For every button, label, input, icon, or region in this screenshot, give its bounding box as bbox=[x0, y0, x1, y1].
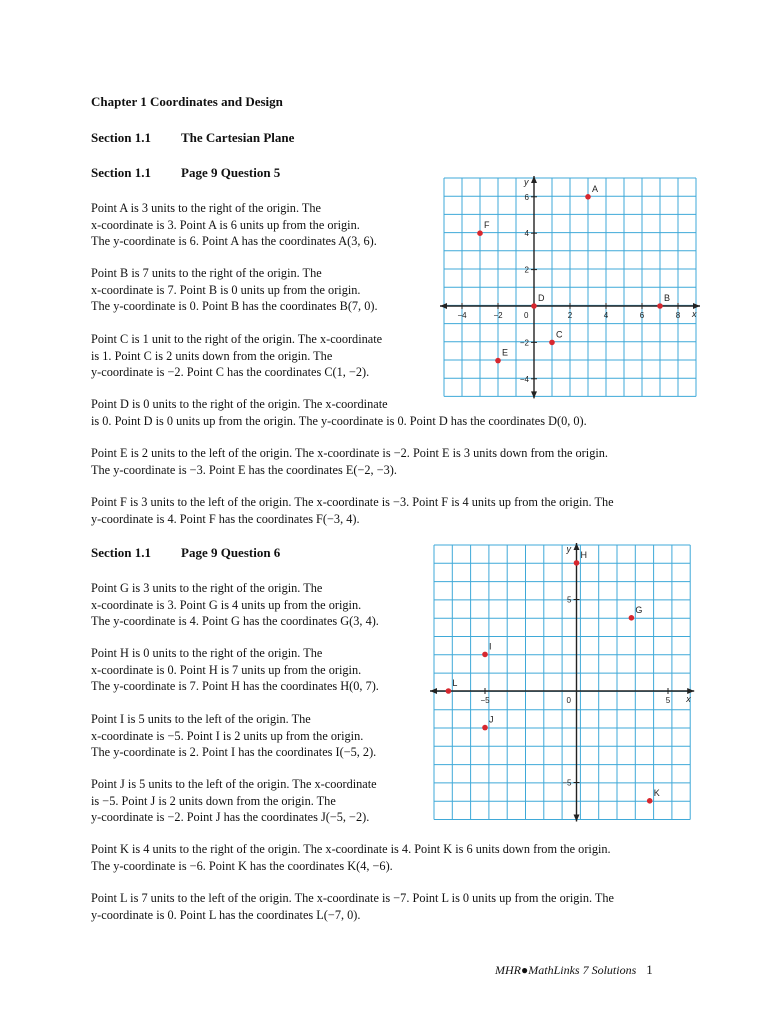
y-axis-arrow-down bbox=[531, 391, 537, 398]
text-line: Point D is 0 units to the right of the origin. The x-coordinate bbox=[91, 397, 388, 411]
point-label-g: G bbox=[635, 604, 643, 615]
point-label-k: K bbox=[653, 787, 660, 798]
text-line: Point I is 5 units to the left of the origin. The bbox=[91, 712, 311, 726]
text-line: Point C is 1 unit to the right of the origin. The x-coordinate bbox=[91, 332, 383, 346]
q5-section-number: Section 1.1 bbox=[91, 165, 151, 180]
text-line: Point L is 7 units to the left of the origin. The x-coordinate is −7. Point L is 0 units up from the origin. The bbox=[91, 891, 615, 905]
text-line: y-coordinate is 0. Point L has the coordinates L(−7, 0). bbox=[91, 907, 361, 922]
text-line: The y-coordinate is 0. Point B has the coordinates B(7, 0). bbox=[91, 299, 378, 313]
q6-paragraph-l bbox=[91, 890, 691, 923]
q6-paragraph-g bbox=[91, 580, 431, 630]
x-tick-label: −5 bbox=[480, 696, 490, 705]
text-line: x-coordinate is 3. Point A is 6 units up from the origin. bbox=[91, 217, 360, 232]
text-line: is 0. Point D is 0 units up from the origin. The y-coordinate is 0. Point D has the coordinates D(0, 0). bbox=[91, 413, 587, 428]
x-tick-label: 8 bbox=[675, 311, 681, 320]
section-number: Section 1.1 bbox=[91, 130, 151, 145]
q5-paragraph-b bbox=[91, 265, 431, 315]
graph-question-5 bbox=[440, 176, 700, 402]
point-i bbox=[482, 652, 488, 658]
y-axis-label: y bbox=[566, 544, 571, 554]
footer-text: MHR●MathLinks 7 Solutions bbox=[495, 963, 637, 977]
text-line: x-coordinate is −5. Point I is 2 units up from the origin. bbox=[91, 728, 364, 743]
point-f bbox=[477, 230, 483, 236]
point-h bbox=[574, 560, 580, 566]
q6-paragraph-i bbox=[91, 711, 431, 761]
q5-paragraph-e bbox=[91, 445, 691, 478]
point-label-b: B bbox=[664, 293, 671, 303]
point-a bbox=[585, 194, 591, 200]
text-line: x-coordinate is 0. Point H is 7 units up from the origin. bbox=[91, 662, 362, 677]
text-line: Point K is 4 units to the right of the origin. The x-coordinate is 4. Point K is 6 units down from the origin. bbox=[91, 842, 611, 856]
x-tick-label: −4 bbox=[457, 311, 467, 320]
y-tick-label: −4 bbox=[519, 374, 529, 384]
q6-paragraph-j bbox=[91, 776, 431, 826]
point-b bbox=[657, 303, 663, 309]
y-tick-label: 5 bbox=[567, 595, 572, 605]
text-line: The y-coordinate is 2. Point I has the coordinates I(−5, 2). bbox=[91, 745, 377, 759]
point-label-f: F bbox=[484, 220, 490, 231]
footer bbox=[495, 962, 653, 979]
point-d bbox=[531, 303, 537, 309]
q5-title: Page 9 Question 5 bbox=[181, 165, 281, 180]
q5-heading bbox=[91, 165, 280, 182]
text-line: is 1. Point C is 2 units down from the origin. The bbox=[91, 348, 333, 363]
y-tick-label: 4 bbox=[524, 229, 529, 239]
y-axis-arrow-up bbox=[531, 176, 537, 183]
x-tick-label: 6 bbox=[639, 311, 645, 320]
text-line: Point F is 3 units to the left of the origin. The x-coordinate is −3. Point F is 4 units up from the origin. The bbox=[91, 495, 614, 509]
q5-paragraph-f bbox=[91, 494, 691, 527]
q6-paragraph-h bbox=[91, 645, 431, 695]
text-line: Point E is 2 units to the left of the origin. The x-coordinate is −2. Point E is 3 units down from the origin. bbox=[91, 446, 608, 460]
x-tick-label: 2 bbox=[567, 311, 573, 320]
text-line: The y-coordinate is 4. Point G has the coordinates G(3, 4). bbox=[91, 614, 379, 628]
y-axis-label: y bbox=[524, 177, 529, 187]
q6-section-number: Section 1.1 bbox=[91, 545, 151, 560]
point-l bbox=[446, 688, 452, 694]
graph-question-6 bbox=[430, 543, 700, 826]
chapter-title: Chapter 1 Coordinates and Design bbox=[91, 94, 283, 109]
text-line: Point H is 0 units to the right of the origin. The bbox=[91, 646, 323, 660]
point-c bbox=[549, 340, 555, 346]
point-k bbox=[647, 798, 653, 804]
text-line: The y-coordinate is 7. Point H has the coordinates H(0, 7). bbox=[91, 679, 379, 693]
point-label-a: A bbox=[592, 183, 599, 194]
point-label-i: I bbox=[489, 641, 492, 652]
q6-title: Page 9 Question 6 bbox=[181, 545, 281, 560]
text-line: The y-coordinate is −6. Point K has the coordinates K(4, −6). bbox=[91, 858, 393, 873]
text-line: The y-coordinate is 6. Point A has the coordinates A(3, 6). bbox=[91, 234, 377, 248]
y-tick-label: 6 bbox=[524, 192, 529, 202]
q5-paragraph-c bbox=[91, 331, 431, 381]
point-label-e: E bbox=[502, 347, 509, 358]
y-axis-arrow-down bbox=[574, 815, 580, 822]
x-axis-label: x bbox=[686, 694, 691, 704]
point-e bbox=[495, 358, 501, 364]
y-axis-arrow-up bbox=[574, 543, 580, 550]
text-line: y-coordinate is −2. Point C has the coordinates C(1, −2). bbox=[91, 365, 370, 379]
origin-label: 0 bbox=[524, 311, 529, 320]
page-number: 1 bbox=[646, 962, 653, 977]
text-line: Point A is 3 units to the right of the origin. The bbox=[91, 201, 321, 215]
point-label-l: L bbox=[452, 678, 458, 688]
section-title: The Cartesian Plane bbox=[181, 130, 295, 145]
q6-heading bbox=[91, 545, 280, 562]
section-heading bbox=[91, 130, 294, 147]
text-line: Point J is 5 units to the left of the origin. The x-coordinate bbox=[91, 777, 377, 791]
y-tick-label: 2 bbox=[524, 265, 529, 275]
point-label-h: H bbox=[580, 549, 587, 560]
q5-paragraph-a bbox=[91, 200, 431, 250]
x-tick-label: 4 bbox=[603, 311, 609, 320]
text-line: The y-coordinate is −3. Point E has the coordinates E(−2, −3). bbox=[91, 462, 397, 477]
text-line: y-coordinate is 4. Point F has the coordinates F(−3, 4). bbox=[91, 511, 360, 526]
point-label-c: C bbox=[556, 329, 563, 340]
text-line: Point G is 3 units to the right of the origin. The bbox=[91, 581, 323, 595]
x-tick-label: −2 bbox=[493, 311, 503, 320]
q6-paragraph-k bbox=[91, 841, 691, 874]
y-tick-label: −5 bbox=[562, 778, 572, 788]
text-line: x-coordinate is 7. Point B is 0 units up from the origin. bbox=[91, 282, 361, 297]
point-j bbox=[482, 725, 488, 731]
point-label-j: J bbox=[489, 714, 494, 725]
x-axis-label: x bbox=[692, 309, 697, 319]
text-line: y-coordinate is −2. Point J has the coordinates J(−5, −2). bbox=[91, 810, 370, 824]
origin-label: 0 bbox=[566, 696, 571, 705]
point-g bbox=[629, 615, 635, 621]
y-tick-label: −2 bbox=[519, 338, 529, 348]
text-line: Point B is 7 units to the right of the origin. The bbox=[91, 266, 322, 280]
text-line: is −5. Point J is 2 units down from the origin. The bbox=[91, 793, 336, 808]
text-line: x-coordinate is 3. Point G is 4 units up from the origin. bbox=[91, 597, 362, 612]
point-label-d: D bbox=[538, 293, 545, 303]
x-tick-label: 5 bbox=[665, 696, 671, 705]
